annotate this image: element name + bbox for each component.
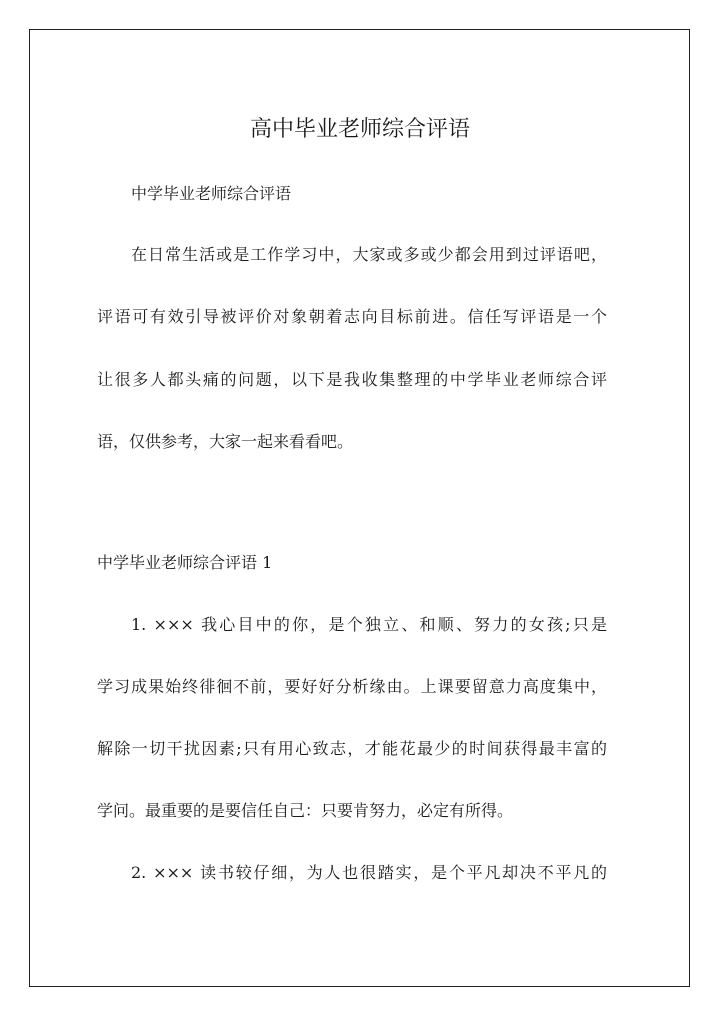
item2-line-1: 2. ××× 读书较仔细，为人也很踏实，是个平凡却决不平凡的 [131,863,607,882]
item1-line-2: 学习成果始终徘徊不前，要好好分析缘由。上课要留意力高度集中， [97,677,607,696]
item1-line-4: 学问。最重要的是要信任自己：只要肯努力，必定有所得。 [97,801,514,820]
document-subtitle: 中学毕业老师综合评语 [131,184,292,203]
intro-line-4: 语，仅供参考，大家一起来看看吧。 [97,432,354,451]
intro-line-1: 在日常生活或是工作学习中，大家或多或少都会用到过评语吧， [131,245,607,264]
item1-line-1: 1. ××× 我心目中的你，是个独立、和顺、努力的女孩;只是 [131,615,607,634]
section-heading: 中学毕业老师综合评语 1 [97,553,273,572]
page-border [29,29,690,987]
intro-line-3: 让很多人都头痛的问题，以下是我收集整理的中学毕业老师综合评 [97,370,607,389]
item1-line-3: 解除一切干扰因素;只有用心致志，才能花最少的时间获得最丰富的 [97,739,607,758]
intro-line-2: 评语可有效引导被评价对象朝着志向目标前进。信任写评语是一个 [97,307,607,326]
document-title: 高中毕业老师综合评语 [249,117,470,142]
